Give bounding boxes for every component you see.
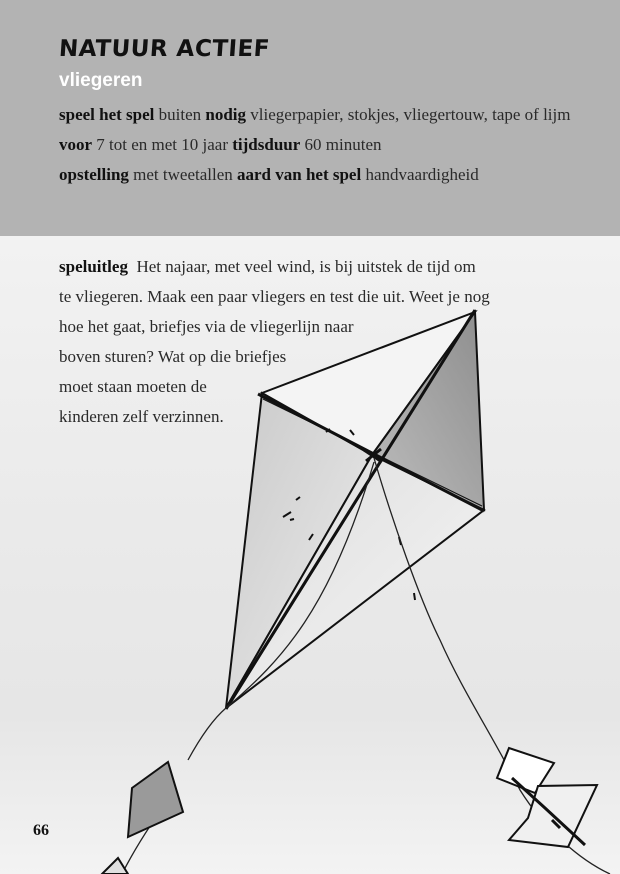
meta-value-type: handvaardigheid: [361, 165, 479, 184]
paper-notes: [497, 748, 597, 847]
meta-label-duration: tijdsduur: [232, 135, 301, 154]
explanation-line-3: hoe het gaat, briefjes via de vliegerlijn naar: [59, 317, 354, 336]
meta-label-setup: opstelling: [59, 165, 129, 184]
page-title: NATUUR ACTIEF: [58, 36, 271, 62]
meta-value-place: buiten: [154, 105, 206, 124]
explanation-text: Het najaar, met veel wind, is bij uitstek de tijd om: [136, 257, 476, 276]
page-number: 66: [33, 822, 49, 839]
meta-value-age: 7 tot en met 10 jaar: [92, 135, 233, 154]
explanation-line-6: kinderen zelf verzinnen.: [59, 407, 224, 426]
activity-details: [59, 100, 579, 190]
explanation-line-1: [59, 252, 569, 282]
explanation-line-4: boven sturen? Wat op die briefjes: [59, 347, 287, 366]
activity-subtitle: vliegeren: [59, 70, 143, 91]
meta-label-materials: nodig: [205, 105, 247, 124]
meta-value-duration: 60 minuten: [300, 135, 382, 154]
meta-value-setup: met tweetallen: [128, 165, 237, 184]
meta-label-type: aard van het spel: [237, 165, 362, 184]
explanation-line-2: te vliegeren. Maak een paar vliegers en test die uit. Weet je nog: [59, 287, 490, 306]
game-explanation: [59, 252, 569, 432]
meta-label-age: voor: [59, 135, 93, 154]
explanation-line-5: moet staan moeten de: [59, 377, 207, 396]
meta-label-place: speel het spel: [59, 105, 155, 124]
meta-value-materials: vliegerpapier, stokjes, vliegertouw, tape of lijm: [246, 105, 571, 124]
explanation-label: speluitleg: [59, 257, 128, 276]
small-kite-left: [102, 762, 183, 874]
